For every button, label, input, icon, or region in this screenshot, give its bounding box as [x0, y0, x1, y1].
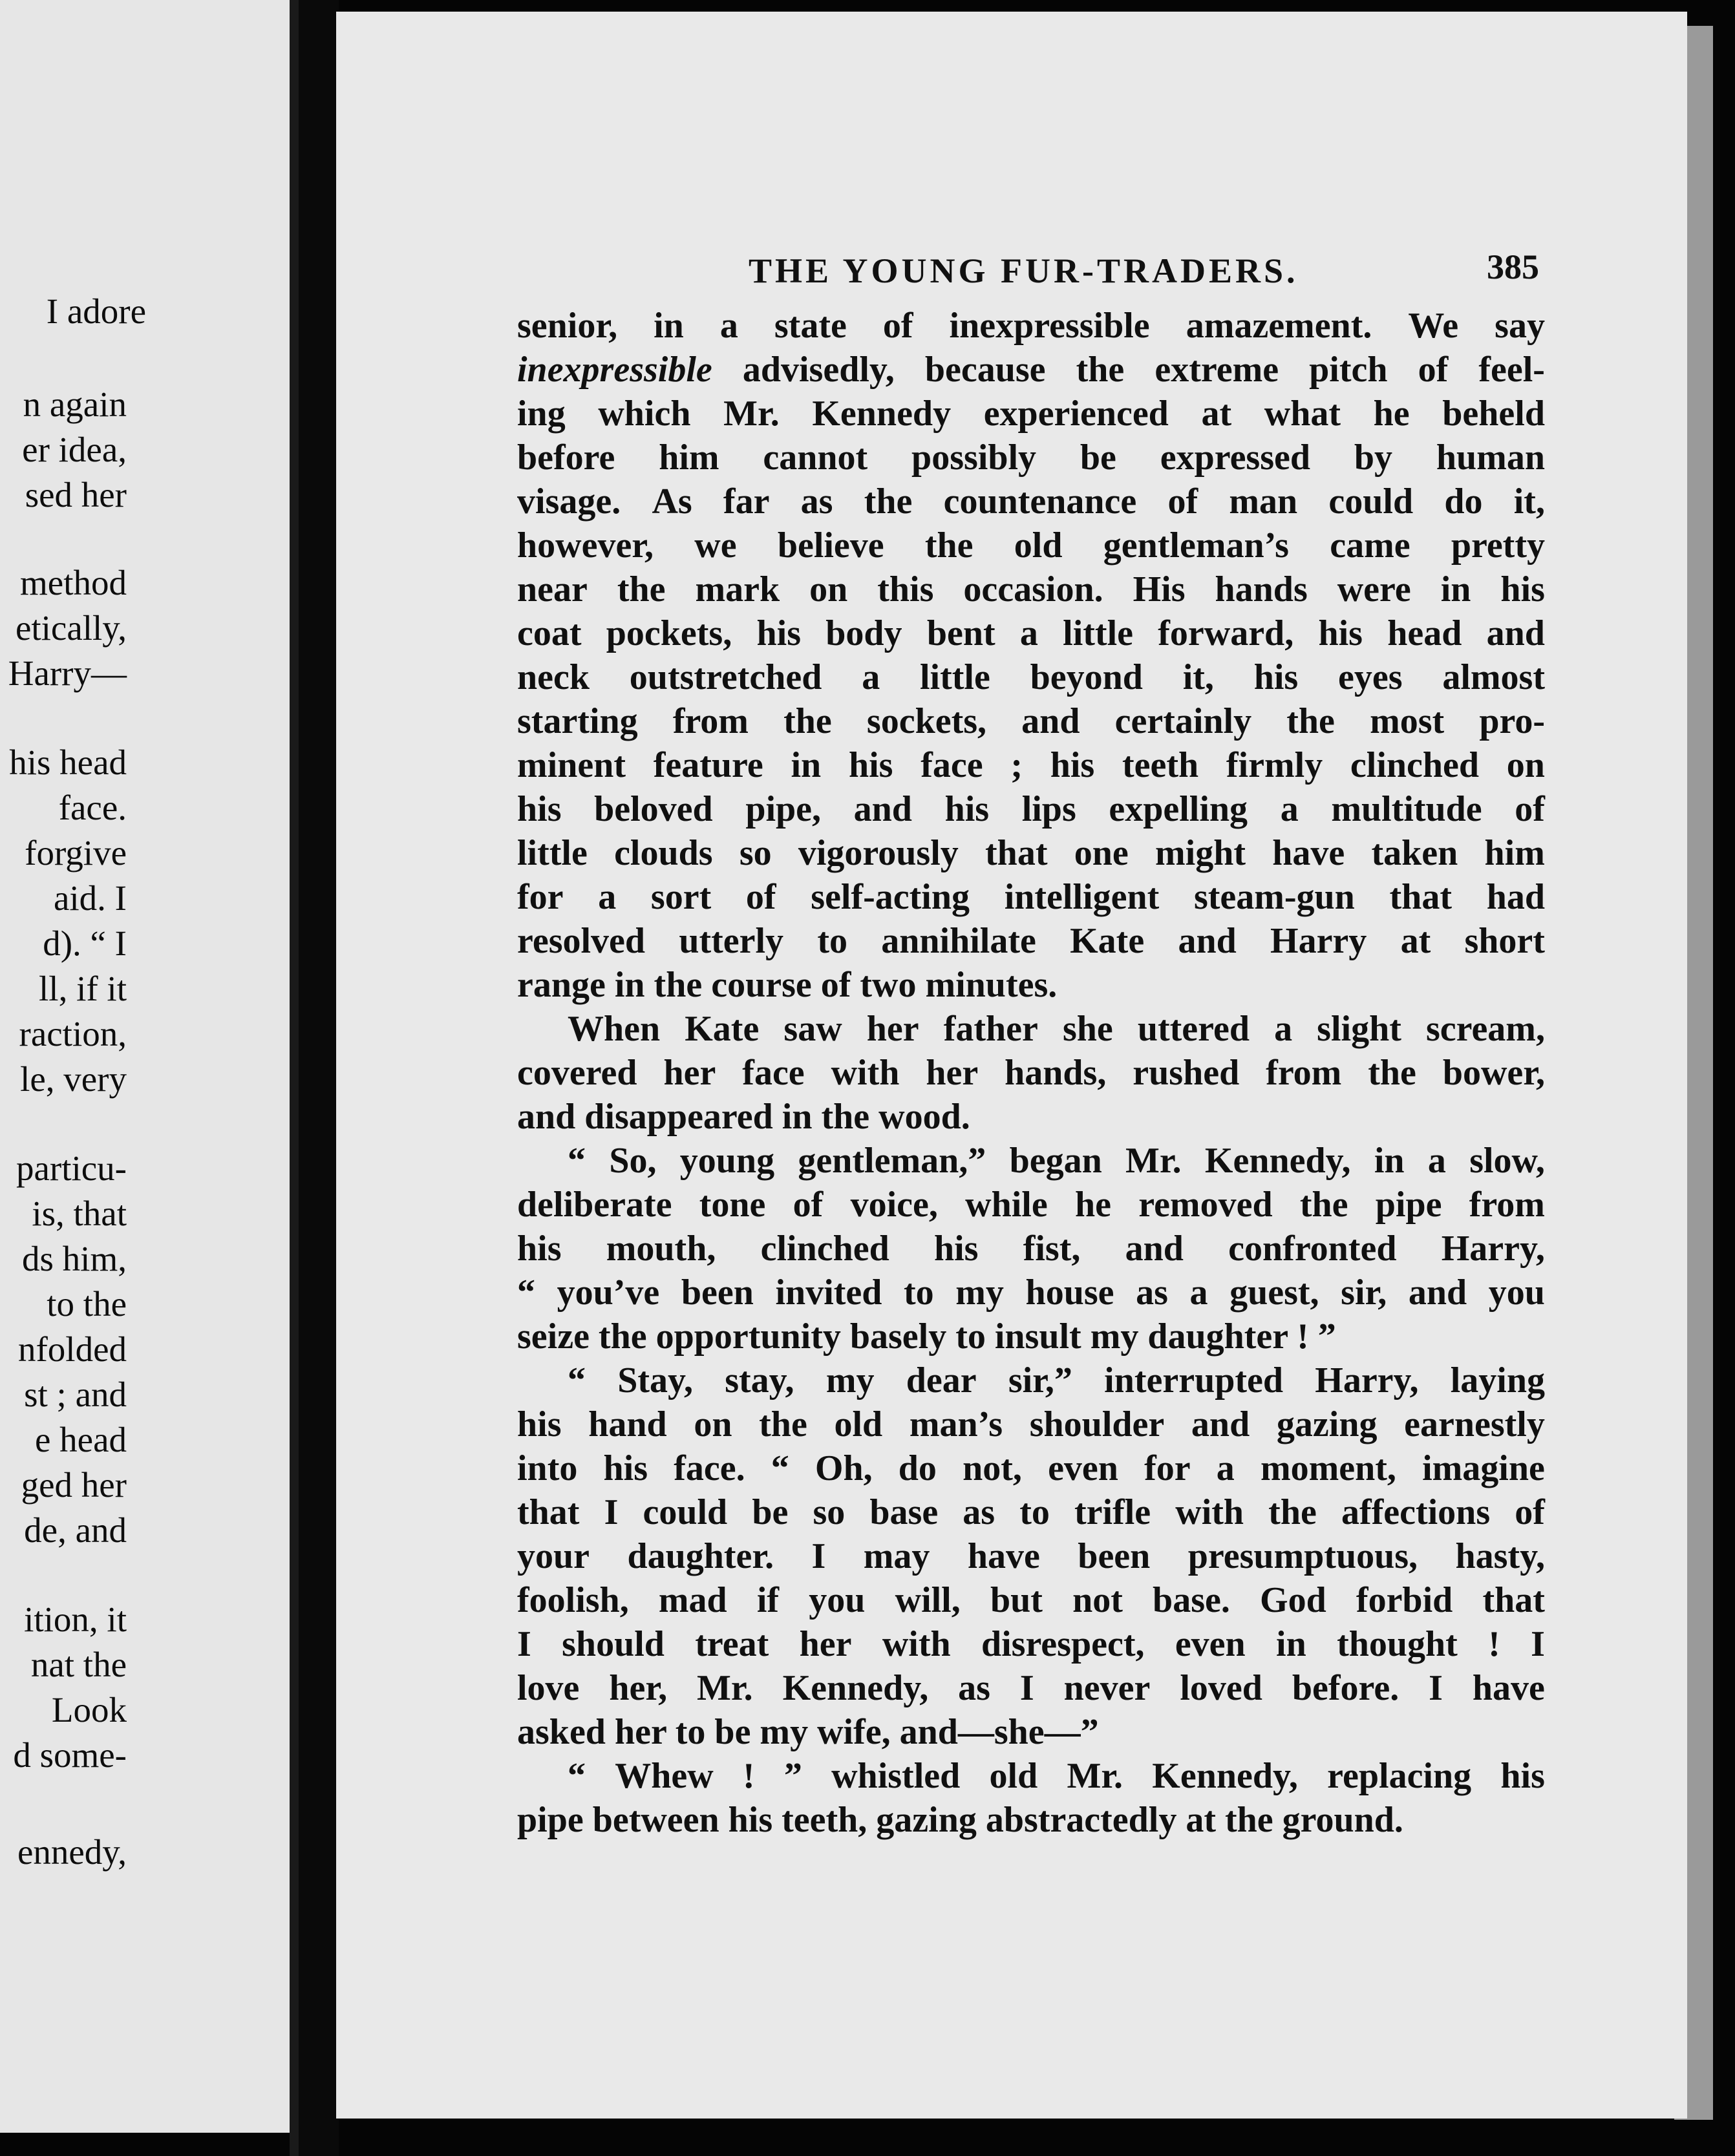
text-line: your daughter. I may have been presumptuous, hasty,	[517, 1536, 1545, 1576]
left-page-line: is, that	[32, 1194, 127, 1233]
text-line: that I could be so base as to trifle with the affections of	[517, 1492, 1545, 1532]
text-line: “ you’ve been invited to my house as a guest, sir, and you	[517, 1273, 1545, 1313]
paragraph	[517, 1358, 1545, 1754]
left-page-line: ition, it	[24, 1600, 127, 1639]
left-page-line: ll, if it	[39, 969, 127, 1008]
left-page-line: aid. I	[53, 878, 127, 918]
text-line: minent feature in his face ; his teeth firmly clinched on	[517, 745, 1545, 785]
text-line: inexpressible advisedly, because the extreme pitch of feel-	[517, 350, 1545, 390]
text-line: love her, Mr. Kennedy, as I never loved before. I have	[517, 1668, 1545, 1708]
text-line: before him cannot possibly be expressed by human	[517, 438, 1545, 478]
left-page-line: face.	[58, 788, 127, 827]
left-page-line: de, and	[24, 1510, 127, 1550]
page-number: 385	[1487, 248, 1539, 286]
left-page-line: to the	[47, 1284, 127, 1324]
page-body	[517, 304, 1545, 1842]
left-page-line: raction,	[19, 1014, 127, 1053]
left-page-line: Harry—	[8, 653, 127, 693]
text-line: neck outstretched a little beyond it, his eyes almost	[517, 657, 1545, 697]
text-line: starting from the sockets, and certainly the most pro-	[517, 701, 1545, 741]
text-line: pipe between his teeth, gazing abstractedly at the ground.	[517, 1800, 1403, 1840]
text-line: asked her to be my wife, and—she—”	[517, 1712, 1099, 1752]
left-page-line: n again	[23, 385, 127, 424]
text-line: little clouds so vigorously that one might have taken him	[517, 833, 1545, 873]
left-page-line: st ; and	[24, 1375, 127, 1414]
left-page-line: ds him,	[22, 1239, 127, 1278]
text-line: senior, in a state of inexpressible amazement. We say	[517, 306, 1545, 346]
text-line: near the mark on this occasion. His hands were in his	[517, 569, 1545, 609]
left-page-line: ennedy,	[17, 1832, 127, 1872]
text-line: resolved utterly to annihilate Kate and Harry at short	[517, 921, 1545, 961]
text-line: seize the opportunity basely to insult my daughter ! ”	[517, 1316, 1336, 1357]
left-page-line: le, very	[20, 1059, 127, 1099]
left-page-line: e head	[35, 1420, 127, 1459]
left-page-line: ged her	[21, 1465, 127, 1505]
left-page-line: er idea,	[22, 430, 127, 469]
text-line: covered her face with her hands, rushed from the bower,	[517, 1053, 1545, 1093]
text-line: coat pockets, his body bent a little forward, his head and	[517, 613, 1545, 653]
paragraph	[517, 1007, 1545, 1139]
left-page-line: method	[20, 563, 127, 602]
text-line: “ So, young gentleman,” began Mr. Kennedy, in a slow,	[568, 1141, 1545, 1181]
left-page-line: forgive	[25, 833, 127, 872]
paragraph	[517, 1754, 1545, 1842]
text-line: and disappeared in the wood.	[517, 1097, 970, 1137]
text-line: visage. As far as the countenance of man could do it,	[517, 481, 1545, 522]
left-page-line: nat the	[30, 1645, 127, 1684]
text-line: “ Stay, stay, my dear sir,” interrupted Harry, laying	[568, 1360, 1545, 1400]
text-line: his mouth, clinched his fist, and confronted Harry,	[517, 1229, 1545, 1269]
left-page-line: d). “ I	[43, 924, 127, 963]
paragraph	[517, 1139, 1545, 1358]
text-line: foolish, mad if you will, but not base. God forbid that	[517, 1580, 1545, 1620]
text-line: his beloved pipe, and his lips expelling a multitude of	[517, 789, 1545, 829]
running-title: THE YOUNG FUR-TRADERS.	[749, 251, 1299, 290]
paragraph	[517, 304, 1545, 1007]
text-line: deliberate tone of voice, while he removed the pipe from	[517, 1185, 1545, 1225]
left-page-line: Look	[51, 1690, 127, 1729]
text-line: for a sort of self-acting intelligent steam-gun that had	[517, 877, 1545, 917]
left-page-line: nfolded	[17, 1329, 127, 1369]
left-page-line: etically,	[15, 608, 127, 648]
left-page-fragment	[0, 0, 299, 2133]
text-line: “ Whew ! ” whistled old Mr. Kennedy, replacing his	[568, 1756, 1545, 1796]
text-line: into his face. “ Oh, do not, even for a moment, imagine	[517, 1448, 1545, 1488]
left-page-line: sed her	[25, 475, 127, 514]
left-page-line: his head	[9, 743, 127, 782]
text-line: I should treat her with disrespect, even in thought ! I	[517, 1624, 1545, 1664]
text-line: however, we believe the old gentleman’s came pretty	[517, 525, 1545, 565]
book-gutter	[299, 0, 339, 2156]
text-line: ing which Mr. Kennedy experienced at what he beheld	[517, 394, 1545, 434]
text-line: his hand on the old man’s shoulder and gazing earnestly	[517, 1404, 1545, 1444]
left-page-line: particu-	[16, 1148, 127, 1188]
left-page-line: I adore	[46, 291, 146, 331]
left-page-line: d some-	[13, 1735, 127, 1775]
text-line: range in the course of two minutes.	[517, 965, 1058, 1005]
text-line: When Kate saw her father she uttered a slight scream,	[568, 1009, 1545, 1049]
